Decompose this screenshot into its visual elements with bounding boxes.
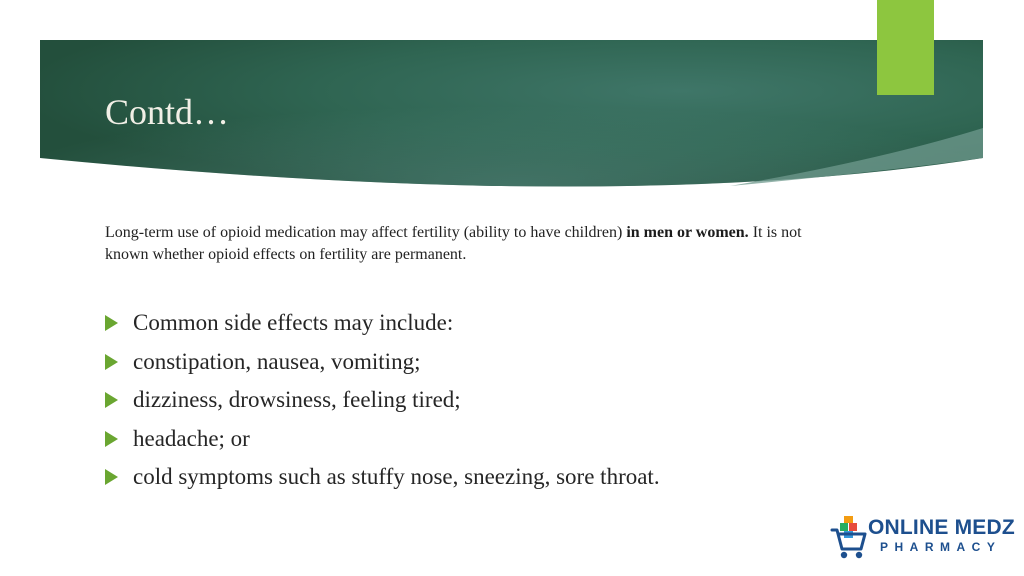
- accent-tab: [877, 0, 934, 95]
- triangle-bullet-icon: [105, 315, 118, 331]
- slide-title: Contd…: [105, 92, 230, 132]
- list-item: [105, 381, 660, 420]
- list-item-text: headache; or: [133, 425, 250, 451]
- triangle-bullet-icon: [105, 469, 118, 485]
- triangle-bullet-icon: [105, 431, 118, 447]
- triangle-bullet-icon: [105, 392, 118, 408]
- intro-text-bold: in men or women.: [626, 224, 749, 241]
- list-item-text: dizziness, drowsiness, feeling tired;: [133, 387, 461, 413]
- list-item-text: constipation, nausea, vomiting;: [133, 348, 421, 374]
- side-effects-list: [105, 304, 660, 497]
- logo-subtitle: PHARMACY: [880, 540, 1002, 554]
- list-item: [105, 420, 660, 459]
- intro-text-start: Long-term use of opioid medication may affect fertility (ability to have children): [105, 224, 627, 241]
- list-item-text: cold symptoms such as stuffy nose, sneezing, sore throat.: [133, 464, 660, 490]
- intro-paragraph: [105, 222, 825, 266]
- online-medz-logo: [830, 512, 1016, 562]
- triangle-bullet-icon: [105, 354, 118, 370]
- list-item: [105, 458, 660, 497]
- list-item: [105, 343, 660, 382]
- logo-wordmark: ONLINE MEDZ: [868, 516, 1015, 539]
- list-item-text: Common side effects may include:: [133, 310, 454, 336]
- list-item: [105, 304, 660, 343]
- shopping-cart-icon: [830, 514, 868, 562]
- intro-text-end: It is not known whether opioid effects on fertility are permanent.: [105, 224, 802, 263]
